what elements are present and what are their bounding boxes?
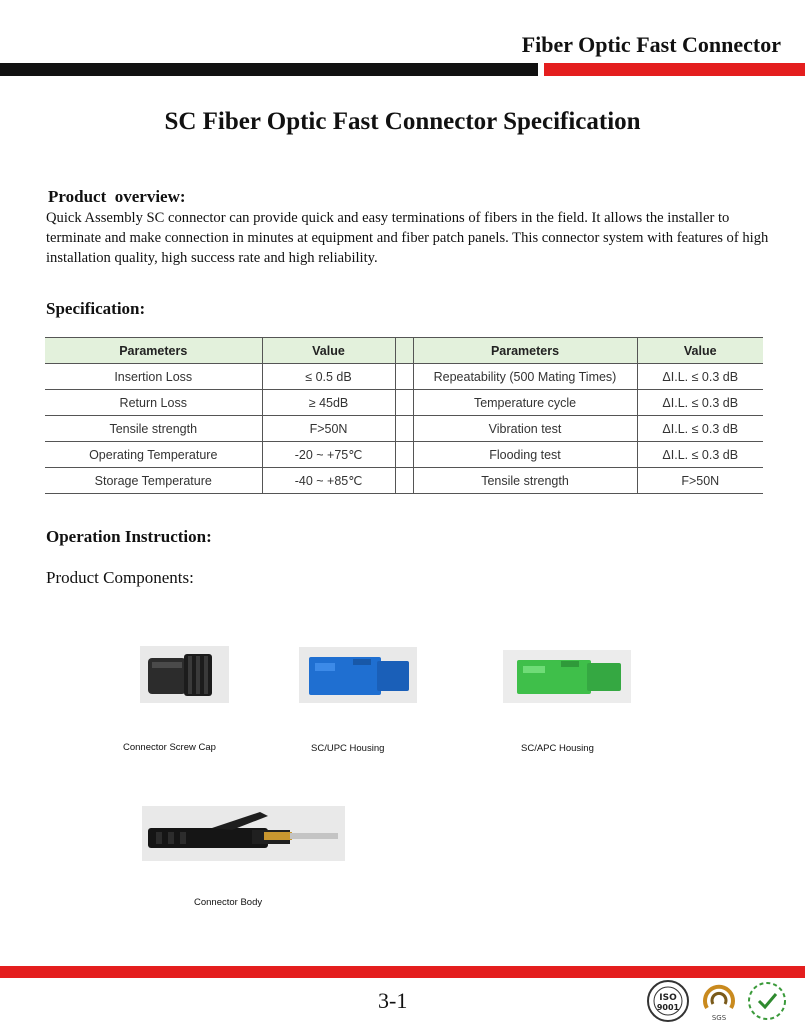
table-header-parameters-right: Parameters bbox=[413, 338, 637, 364]
table-gap-cell bbox=[395, 468, 413, 494]
table-gap-cell bbox=[395, 442, 413, 468]
table-cell: Temperature cycle bbox=[413, 390, 637, 416]
connector-body-image bbox=[142, 806, 345, 861]
table-header-row bbox=[45, 338, 763, 364]
table-row bbox=[45, 364, 763, 390]
table-cell: -40 ~ +85℃ bbox=[262, 468, 395, 494]
table-cell: Storage Temperature bbox=[45, 468, 262, 494]
table-row bbox=[45, 442, 763, 468]
table-cell: Insertion Loss bbox=[45, 364, 262, 390]
iso-logo-number: 9001 bbox=[656, 1003, 680, 1012]
specification-heading: Specification: bbox=[46, 299, 146, 318]
caption-sc-upc-housing: SC/UPC Housing bbox=[311, 743, 385, 754]
header-title: Fiber Optic Fast Connector bbox=[521, 32, 781, 57]
sgs-logo-text: SGS bbox=[711, 1014, 727, 1022]
caption-connector-body: Connector Body bbox=[194, 897, 263, 908]
table-cell: Return Loss bbox=[45, 390, 262, 416]
table-gap-cell bbox=[395, 364, 413, 390]
table-header-value-right: Value bbox=[637, 338, 763, 364]
table-cell: Tensile strength bbox=[413, 468, 637, 494]
sc-upc-housing-image bbox=[299, 647, 417, 703]
table-header-value-left: Value bbox=[262, 338, 395, 364]
caption-sc-apc-housing: SC/APC Housing bbox=[521, 743, 594, 754]
sc-apc-housing-image bbox=[503, 650, 631, 703]
caption-screw-cap: Connector Screw Cap bbox=[123, 742, 216, 753]
table-cell: ΔI.L. ≤ 0.3 dB bbox=[637, 416, 763, 442]
table-cell: ΔI.L. ≤ 0.3 dB bbox=[637, 442, 763, 468]
table-row bbox=[45, 416, 763, 442]
table-cell: ≥ 45dB bbox=[262, 390, 395, 416]
header-bar-red bbox=[544, 63, 805, 76]
table-gap-cell bbox=[395, 416, 413, 442]
table-cell: Operating Temperature bbox=[45, 442, 262, 468]
table-gap-cell bbox=[395, 338, 413, 364]
specification-table bbox=[45, 337, 763, 494]
table-header-parameters-left: Parameters bbox=[45, 338, 262, 364]
table-row bbox=[45, 468, 763, 494]
table-cell: F>50N bbox=[262, 416, 395, 442]
page-number: 3-1 bbox=[378, 988, 408, 1013]
iso-logo-text: ISO bbox=[659, 993, 677, 1003]
sgs-logo bbox=[697, 982, 741, 1022]
header-bar-black bbox=[0, 63, 538, 76]
table-cell: ≤ 0.5 dB bbox=[262, 364, 395, 390]
table-cell: Vibration test bbox=[413, 416, 637, 442]
table-cell: Tensile strength bbox=[45, 416, 262, 442]
table-cell: Flooding test bbox=[413, 442, 637, 468]
overview-text: Quick Assembly SC connector can provide quick and easy terminations of fibers in the field. It allows the installer to terminate and make connection in minutes at equipment and fiber patch panels. This connector system with features of high installation quality, high success rate and high reliability. bbox=[46, 210, 769, 266]
table-cell: Repeatability (500 Mating Times) bbox=[413, 364, 637, 390]
iso-9001-logo bbox=[646, 979, 690, 1023]
screw-cap-image bbox=[140, 646, 229, 703]
table-cell: ΔI.L. ≤ 0.3 dB bbox=[637, 364, 763, 390]
table-cell: -20 ~ +75℃ bbox=[262, 442, 395, 468]
operation-heading: Operation Instruction: bbox=[46, 527, 212, 546]
footer-bar-red bbox=[0, 966, 805, 978]
table-row bbox=[45, 390, 763, 416]
table-cell: F>50N bbox=[637, 468, 763, 494]
table-cell: ΔI.L. ≤ 0.3 dB bbox=[637, 390, 763, 416]
table-gap-cell bbox=[395, 390, 413, 416]
page-title: SC Fiber Optic Fast Connector Specification bbox=[164, 108, 641, 135]
overview-heading: Product overview: bbox=[48, 187, 186, 206]
quality-wreath-logo bbox=[746, 980, 788, 1022]
components-label: Product Components: bbox=[46, 568, 194, 587]
